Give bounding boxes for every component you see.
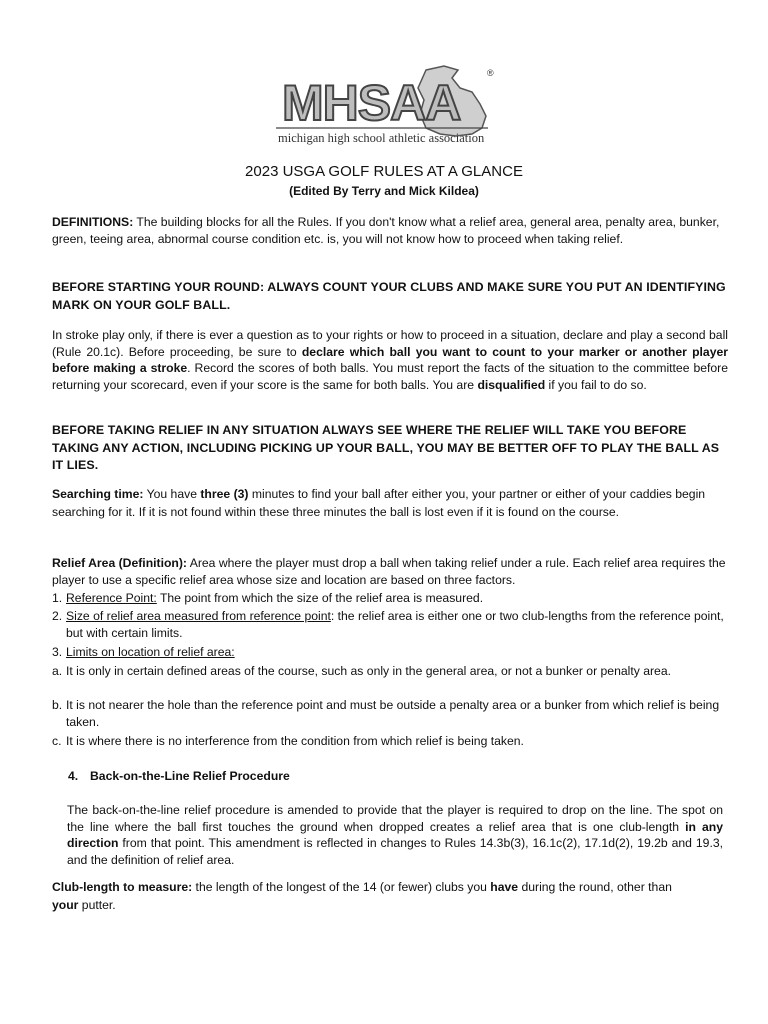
logo-wordmark: MHSAA bbox=[282, 75, 461, 131]
logo-tagline: michigan high school athletic association bbox=[278, 131, 485, 145]
list-item bbox=[52, 590, 728, 607]
club-length-label: Club-length to measure: bbox=[52, 880, 193, 894]
list-item bbox=[52, 644, 728, 661]
list-marker: b. bbox=[52, 698, 63, 712]
list-marker: 1. bbox=[52, 591, 63, 605]
searching-text-1: You have bbox=[143, 487, 201, 501]
back-on-line-bold: in any direction bbox=[67, 819, 723, 851]
relief-area-paragraph bbox=[52, 555, 728, 589]
list-item bbox=[52, 663, 728, 680]
definitions-paragraph bbox=[52, 214, 728, 247]
mhsaa-logo-graphic bbox=[276, 62, 500, 154]
list-marker: c. bbox=[52, 734, 62, 748]
club-length-text-2: during the round, other than bbox=[518, 880, 672, 894]
club-length-paragraph bbox=[52, 879, 672, 914]
list-item-text: It is only in certain defined areas of the course, such as only in the general area, or not a bunker or penalty area. bbox=[66, 664, 671, 678]
searching-label: Searching time: bbox=[52, 487, 144, 501]
list-item-term: Size of relief area measured from reference point bbox=[66, 609, 331, 623]
stroke-play-text-3: if you fail to do so. bbox=[545, 377, 647, 392]
definitions-label: DEFINITIONS: bbox=[52, 215, 134, 229]
list-marker: 3. bbox=[52, 645, 63, 659]
list-item bbox=[52, 733, 728, 750]
stroke-play-bold-2: disqualified bbox=[477, 377, 546, 392]
list-item-text: : the relief area is either one or two club-lengths from the reference point, but with certain limits. bbox=[66, 609, 724, 640]
list-item-text: It is where there is no interference from the condition from which relief is being taken. bbox=[66, 734, 524, 748]
stroke-play-paragraph bbox=[52, 327, 728, 393]
list-item bbox=[52, 608, 728, 641]
section-number: 4. bbox=[68, 769, 79, 783]
before-relief-notice: BEFORE TAKING RELIEF IN ANY SITUATION ALWAYS SEE WHERE THE RELIEF WILL TAKE YOU BEFORE TAKING ANY ACTION, INCLUDING PICKING UP YOUR BALL, YOU MAY BE BETTER OFF TO PLAY THE BALL AS IT LIES. bbox=[52, 423, 720, 472]
section-heading-text: Back-on-the-Line Relief Procedure bbox=[90, 769, 290, 783]
definitions-text: The building blocks for all the Rules. If you don't know what a relief area, general area, penalty area, bunker, green, teeing area, abnormal course condition etc. is, you will not know how to proceed when taking relief. bbox=[52, 215, 720, 246]
stroke-play-bold-1: declare which ball you want to count to your marker or another player before making a stroke bbox=[52, 344, 728, 376]
back-on-line-paragraph bbox=[67, 802, 723, 868]
relief-area-text: Area where the player must drop a ball when taking relief under a rule. Each relief area requires the player to use a specific relief area whose size and location are based on three factors. bbox=[52, 556, 726, 587]
club-length-bold-1: have bbox=[490, 880, 519, 894]
back-on-line-text-2: from that point. This amendment is reflected in changes to Rules 14.3b(3), 16.1c(2), 17.1d(2), 19.2b and 19.3, and the definition of relief area. bbox=[67, 836, 723, 867]
list-marker: a. bbox=[52, 664, 63, 678]
searching-text-2: minutes to find your ball after either you, your partner or either of your caddies begin searching for it. If it is not found within these three minutes the ball is lost even if it is found on the course. bbox=[52, 487, 706, 519]
stroke-play-text-1: In stroke play only, if there is ever a question as to your rights or how to proceed in a situation, declare and play a second ball (Rule 20.1c). Before proceeding, be sure to bbox=[52, 328, 728, 359]
registered-mark: ® bbox=[487, 68, 494, 78]
stroke-play-text-2: . Record the scores of both balls. You must report the facts of the situation to the committee before returning your scorecard, even if your score is the same for both balls. You are bbox=[52, 361, 728, 392]
club-length-bold-2: your bbox=[52, 897, 79, 912]
before-round-notice: BEFORE STARTING YOUR ROUND: ALWAYS COUNT YOUR CLUBS AND MAKE SURE YOU PUT AN IDENTIFYING MARK ON YOUR GOLF BALL. bbox=[52, 280, 726, 312]
back-on-line-text-1: The back-on-the-line relief procedure is amended to provide that the player is required to drop on the line. The spot on the line where the ball first touches the ground when dropped creates a relief area that is one club-length bbox=[67, 803, 723, 834]
list-item-term: Reference Point: bbox=[66, 591, 157, 605]
club-length-text-1: the length of the longest of the 14 (or fewer) clubs you bbox=[192, 880, 491, 894]
mhsaa-logo bbox=[276, 62, 500, 154]
searching-time-paragraph bbox=[52, 486, 728, 521]
searching-bold: three (3) bbox=[200, 487, 249, 501]
list-item-text: The point from which the size of the relief area is measured. bbox=[156, 591, 484, 605]
page-title: 2023 USGA GOLF RULES AT A GLANCE bbox=[245, 163, 523, 180]
club-length-text-3: putter. bbox=[78, 897, 116, 912]
section-heading bbox=[68, 769, 290, 783]
list-item bbox=[52, 697, 728, 730]
list-item-term: Limits on location of relief area: bbox=[66, 645, 235, 659]
list-item-text: It is not nearer the hole than the reference point and must be outside a penalty area or a bunker from which relief is being taken. bbox=[66, 698, 720, 729]
relief-area-label: Relief Area (Definition): bbox=[52, 556, 187, 570]
page-subtitle: (Edited By Terry and Mick Kildea) bbox=[289, 184, 479, 198]
list-marker: 2. bbox=[52, 609, 63, 623]
